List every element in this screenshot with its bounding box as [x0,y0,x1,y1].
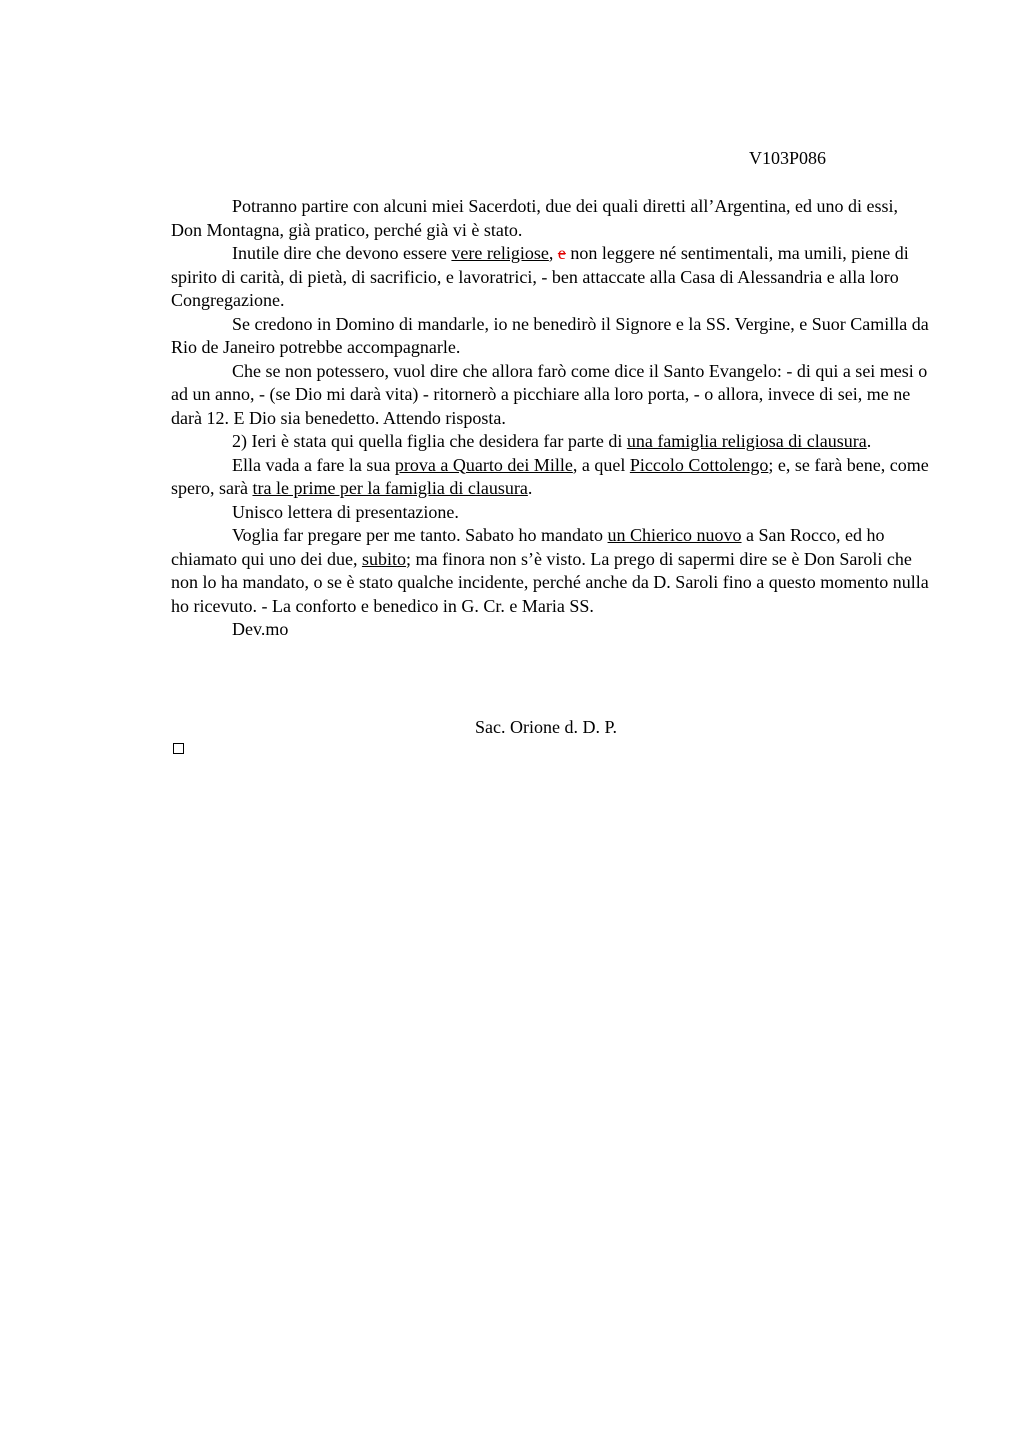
underlined-phrase: un Chierico nuovo [607,525,742,545]
text-run: 2) Ieri è stata qui quella figlia che desidera far parte di [232,431,627,451]
underlined-phrase: prova a Quarto dei Mille [394,454,573,475]
paragraph-2 [171,242,931,313]
paragraph-7: Unisco lettera di presentazione. [232,501,459,522]
paragraph-6 [171,454,931,501]
paragraph-5 [171,430,931,454]
text-run: Ella vada a fare la sua [232,454,395,475]
paragraph-1: Potranno partire con alcuni miei Sacerdoti, due dei quali diretti all’Argentina, ed uno di essi, Don Montagna, già pratico, perché già vi è stato. [171,196,898,240]
text-run: . [866,431,872,451]
text-run: , a quel [572,454,630,475]
signature: Sac. Orione d. D. P. [475,717,617,737]
paragraph-3: Se credono in Domino di mandarle, io ne benedirò il Signore e la SS. Vergine, e Suor Camilla da Rio de Janeiro potrebbe accompagnarle. [171,313,929,357]
underlined-phrase: subito [361,548,406,569]
underlined-phrase: Piccolo Cottolengo [629,454,769,475]
text-run: ; ma finora non s’è visto. La prego di sapermi dire se è Don Saroli che non lo ha mandato, o se è stato qualche incidente, perché anche da D. Saroli fino a questo momento nulla ho ricevuto. - La conforto e benedico in G. Cr. e Maria SS. [171,548,929,616]
underlined-phrase: tra le prime per la famiglia di clausura [252,478,528,498]
paragraph-4: Che se non potessero, vuol dire che allora farò come dice il Santo Evangelo: - di qui a sei mesi o ad un anno, - (se Dio mi darà vita) - ritornerò a picchiare alla loro porta, - o allora, invece di sei, me ne darà 12. E Dio sia benedetto. Attendo risposta. [171,360,928,428]
struck-correction: e [557,243,566,263]
text-run: ; e, se farà bene, come spero, sarà [171,454,929,498]
checkbox-icon [173,743,184,754]
letter-body [171,195,931,642]
paragraph-8 [171,524,931,618]
text-run: Inutile dire che devono essere [232,243,452,263]
text-run: non leggere né sentimentali, ma umili, piene di spirito di carità, di pietà, di sacrificio, e lavoratrici, - ben attaccate alla Casa di Alessandria e alla loro Congregazione. [171,243,909,310]
closing-salutation: Dev.mo [232,619,289,639]
underlined-phrase: vere religiose [451,243,549,263]
text-run: . [527,478,533,498]
text-run: a San Rocco, ed ho chiamato qui uno dei due, [171,525,885,569]
text-run: Voglia far pregare per me tanto. Sabato ho mandato [232,525,608,545]
text-run: , [548,243,558,263]
underlined-phrase: una famiglia religiosa di clausura [626,431,867,451]
page-reference: V103P086 [749,148,827,168]
